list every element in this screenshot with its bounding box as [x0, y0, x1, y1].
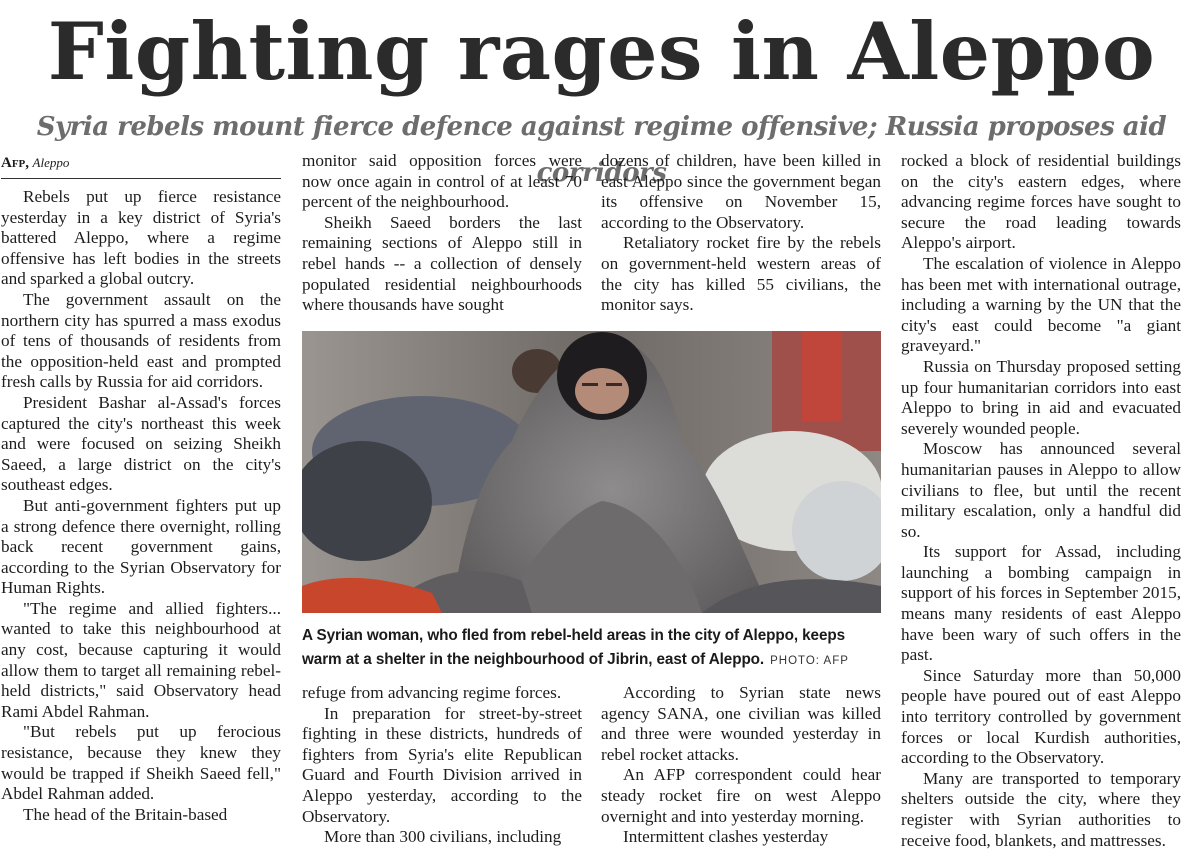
- article-paragraph: According to Syrian state news agency SANA, one civilian was killed and three were wounded yesterday in rebel rocket attacks.: [601, 683, 881, 764]
- article-paragraph: Rebels put up fierce resistance yesterday in a key district of Syria's battered Aleppo, where a regime offensive has left bodies in the streets and sparked a global outcry.: [1, 187, 281, 289]
- caption-text: A Syrian woman, who fled from rebel-held areas in the city of Aleppo, keeps warm at a shelter in the neighbourhood of Jibrin, east of Aleppo.: [302, 627, 846, 668]
- article-column-3-bottom: [601, 683, 881, 851]
- news-photo: [302, 331, 881, 613]
- photo-caption: [302, 624, 887, 673]
- article-paragraph: President Bashar al-Assad's forces captured the city's northeast this week and were focused on seizing Sheikh Saeed, a large district on the city's southeast edges.: [1, 392, 281, 495]
- article-paragraph: Many are transported to temporary shelters outside the city, where they register with Syrian authorities to receive food, blankets, and mattresses.: [901, 768, 1181, 850]
- article-column-2-bottom: [302, 683, 582, 851]
- article-paragraph: The head of the Britain-based: [23, 804, 228, 824]
- byline-place: Aleppo: [32, 155, 70, 170]
- article-paragraph: Intermittent clashes yesterday: [623, 827, 829, 847]
- article-paragraph: The escalation of violence in Aleppo has been met with international outrage, including a warning by the UN that the city's east could become "a giant graveyard.": [901, 253, 1181, 356]
- article-paragraph: refuge from advancing regime forces.: [302, 683, 562, 702]
- headline: Fighting rages in Aleppo: [47, 5, 1156, 98]
- article-paragraph: "But rebels put up ferocious resistance, because they knew they would be trapped if Sheikh Saeed fell," Abdel Rahman added.: [1, 722, 281, 804]
- article-paragraph: More than 300 civilians, including: [324, 827, 562, 847]
- article-paragraph: "The regime and allied fighters... wanted to take this neighbourhood at any cost, because capturing it would allow them to target all remaining rebel-held districts," said Observatory head Rami Abdel Rahman.: [1, 598, 281, 721]
- article-paragraph: In preparation for street-by-street fighting in these districts, hundreds of fighters from Syria's elite Republican Guard and Fourth Division arrived in Aleppo yesterday, according to the Observatory.: [302, 703, 582, 826]
- article-column-4: [901, 151, 1181, 851]
- article-paragraph: Its support for Assad, including launching a bombing campaign in support of his forces in September 2015, means many residents of east Aleppo have been wary of such offers in the past.: [901, 542, 1181, 665]
- article-paragraph: Retaliatory rocket fire by the rebels on government-held western areas of the city has killed 55 civilians, the monitor says.: [601, 233, 881, 315]
- article-paragraph: But anti-government fighters put up a strong defence there overnight, rolling back recent government gains, according to the Syrian Observatory for Human Rights.: [1, 495, 281, 598]
- article-paragraph: Since Saturday more than 50,000 people have poured out of east Aleppo into territory controlled by government forces or local Kurdish authorities, according to the Observatory.: [901, 665, 1181, 768]
- byline: [1, 153, 281, 179]
- byline-agency: Afp,: [1, 155, 30, 171]
- photo-credit: PHOTO: AFP: [770, 655, 849, 667]
- photo-refugee-woman-blanket: [302, 331, 881, 613]
- article-paragraph: rocked a block of residential buildings on the city's eastern edges, where advancing regime forces have sought to secure the road leading towards Aleppo's airport.: [901, 151, 1181, 253]
- article-column-3-top: [601, 151, 881, 323]
- article-paragraph: An AFP correspondent could hear steady rocket fire on west Aleppo overnight and into yesterday morning.: [601, 765, 881, 826]
- article-paragraph: Moscow has announced several humanitarian pauses in Aleppo to allow civilians to flee, but until the recent military escalation, only a handful did so.: [901, 439, 1181, 541]
- article-paragraph: monitor said opposition forces were now once again in control of at least 70 percent of the neighbourhood.: [302, 151, 582, 212]
- article-paragraph: dozens of children, have been killed in east Aleppo since the government began its offensive on November 15, according to the Observatory.: [601, 151, 881, 232]
- article-paragraph: Sheikh Saeed borders the last remaining sections of Aleppo still in rebel hands -- a collection of densely populated residential neighbourhoods where thousands have sought: [302, 212, 582, 315]
- article-column-2-top: [302, 151, 582, 323]
- article-column-1: [1, 187, 281, 851]
- article-paragraph: Russia on Thursday proposed setting up four humanitarian corridors into east Aleppo to bring in aid and evacuated severely wounded people.: [901, 356, 1181, 438]
- subheadline: Syria rebels mount fierce defence against regime offensive; Russia proposes aid corridors: [36, 112, 1167, 188]
- article-paragraph: The government assault on the northern city has spurred a mass exodus of tens of thousands of residents from the opposition-held east and prompted fresh calls by Russia for aid corridors.: [1, 289, 281, 392]
